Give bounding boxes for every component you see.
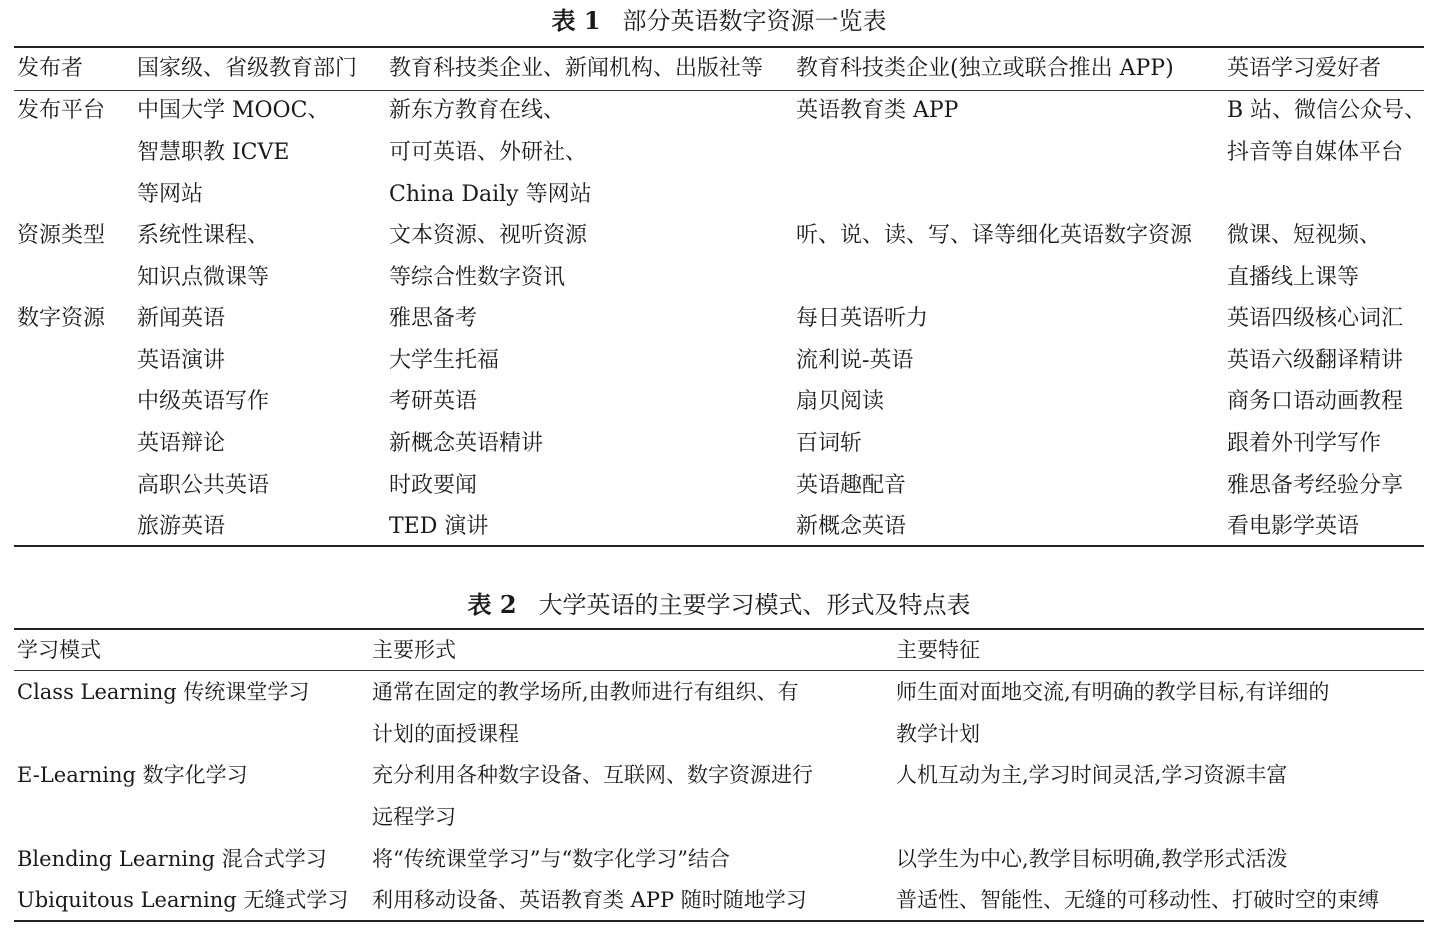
table1-cell: 商务口语动画教程	[1227, 389, 1404, 414]
table2-form: 将“传统课堂学习”与“数字化学习”结合	[372, 847, 730, 871]
table1-cell: 新概念英语	[796, 514, 907, 539]
table1-cell: 考研英语	[389, 389, 478, 414]
table1-header-enterprise-press: 教育科技类企业、新闻机构、出版社等	[389, 56, 764, 81]
table2-form: 通常在固定的教学场所,由教师进行有组织、有	[372, 680, 799, 704]
table1-header-enthusiasts: 英语学习爱好者	[1227, 56, 1382, 81]
table2-feature: 人机互动为主,学习时间灵活,学习资源丰富	[896, 763, 1288, 787]
table1-cell: 大学生托福	[389, 348, 500, 373]
table1-cell: 系统性课程、	[137, 223, 270, 248]
table1-cell: 英语教育类 APP	[796, 98, 959, 123]
table1-cell: 新闻英语	[137, 306, 226, 331]
table1-cell: 中国大学 MOOC、	[137, 98, 330, 123]
table1-cell: 英语趣配音	[796, 473, 907, 498]
table1-caption-number: 表 1	[551, 6, 601, 35]
table1-cell: 可可英语、外研社、	[389, 140, 588, 165]
table2-form: 充分利用各种数字设备、互联网、数字资源进行	[372, 763, 813, 787]
table1-cell: 等网站	[137, 182, 204, 207]
table2-form: 计划的面授课程	[372, 722, 519, 746]
table1-cell: 高职公共英语	[137, 473, 270, 498]
table1-cell: 每日英语听力	[796, 306, 929, 331]
table2-mode: Ubiquitous Learning 无缝式学习	[17, 888, 349, 912]
table2-feature: 教学计划	[896, 722, 980, 746]
table1-caption-title: 部分英语数字资源一览表	[622, 7, 887, 35]
table2-feature: 普适性、智能性、无缝的可移动性、打破时空的束缚	[896, 888, 1379, 912]
table1-cell: B 站、微信公众号、	[1227, 98, 1427, 123]
table1-cell: 知识点微课等	[137, 265, 270, 290]
table1-cell: 智慧职教 ICVE	[137, 140, 290, 165]
table2-feature: 师生面对面地交流,有明确的教学目标,有详细的	[896, 680, 1330, 704]
table1-cell: 跟着外刊学写作	[1227, 431, 1382, 456]
table1-row-label: 数字资源	[17, 306, 106, 331]
table1-cell: 英语辩论	[137, 431, 226, 456]
table2-header-feature: 主要特征	[896, 638, 980, 662]
table1-bottom-rule	[14, 545, 1424, 547]
table2-top-rule	[14, 628, 1424, 630]
table2-caption-title: 大学英语的主要学习模式、形式及特点表	[538, 591, 971, 619]
table1-cell: 扇贝阅读	[796, 389, 885, 414]
table2-caption	[0, 590, 1438, 620]
table1-cell: 看电影学英语	[1227, 514, 1360, 539]
table1-cell: 英语四级核心词汇	[1227, 306, 1404, 331]
table1-cell: 新概念英语精讲	[389, 431, 544, 456]
table2-mode: Blending Learning 混合式学习	[17, 847, 327, 871]
table1-header-publisher: 发布者	[17, 56, 84, 81]
table2-caption-number: 表 2	[467, 590, 517, 619]
table1-cell: 流利说-英语	[796, 348, 914, 373]
table2-header-mode: 学习模式	[17, 638, 101, 662]
table1-row-label: 发布平台	[17, 98, 106, 123]
table2-bottom-rule	[14, 920, 1424, 922]
table2-mode: E-Learning 数字化学习	[17, 763, 248, 787]
table1-cell: 百词斩	[796, 431, 863, 456]
table1-caption	[0, 6, 1438, 36]
table1-cell: China Daily 等网站	[389, 182, 592, 207]
table1-cell: 微课、短视频、	[1227, 223, 1382, 248]
table1-header-government: 国家级、省级教育部门	[137, 56, 358, 81]
table1-header-app-enterprise: 教育科技类企业(独立或联合推出 APP)	[796, 56, 1174, 81]
table1-cell: 直播线上课等	[1227, 265, 1360, 290]
table2-mode: Class Learning 传统课堂学习	[17, 680, 310, 704]
table2-form: 利用移动设备、英语教育类 APP 随时随地学习	[372, 888, 807, 912]
table1-cell: TED 演讲	[389, 514, 489, 539]
table1-cell: 旅游英语	[137, 514, 226, 539]
table1-cell: 英语演讲	[137, 348, 226, 373]
table1-cell: 英语六级翻译精讲	[1227, 348, 1404, 373]
table1-cell: 文本资源、视听资源	[389, 223, 588, 248]
table1-cell: 中级英语写作	[137, 389, 270, 414]
table1-cell: 新东方教育在线、	[389, 98, 566, 123]
table1-cell: 听、说、读、写、译等细化英语数字资源	[796, 223, 1193, 248]
table1-cell: 雅思备考经验分享	[1227, 473, 1404, 498]
table2-header-form: 主要形式	[372, 638, 456, 662]
table1-cell: 等综合性数字资讯	[389, 265, 566, 290]
table2-feature: 以学生为中心,教学目标明确,教学形式活泼	[896, 847, 1288, 871]
table2-form: 远程学习	[372, 805, 456, 829]
table1-cell: 时政要闻	[389, 473, 478, 498]
table1-row-label: 资源类型	[17, 223, 106, 248]
table1-cell: 雅思备考	[389, 306, 478, 331]
table1-cell: 抖音等自媒体平台	[1227, 140, 1404, 165]
